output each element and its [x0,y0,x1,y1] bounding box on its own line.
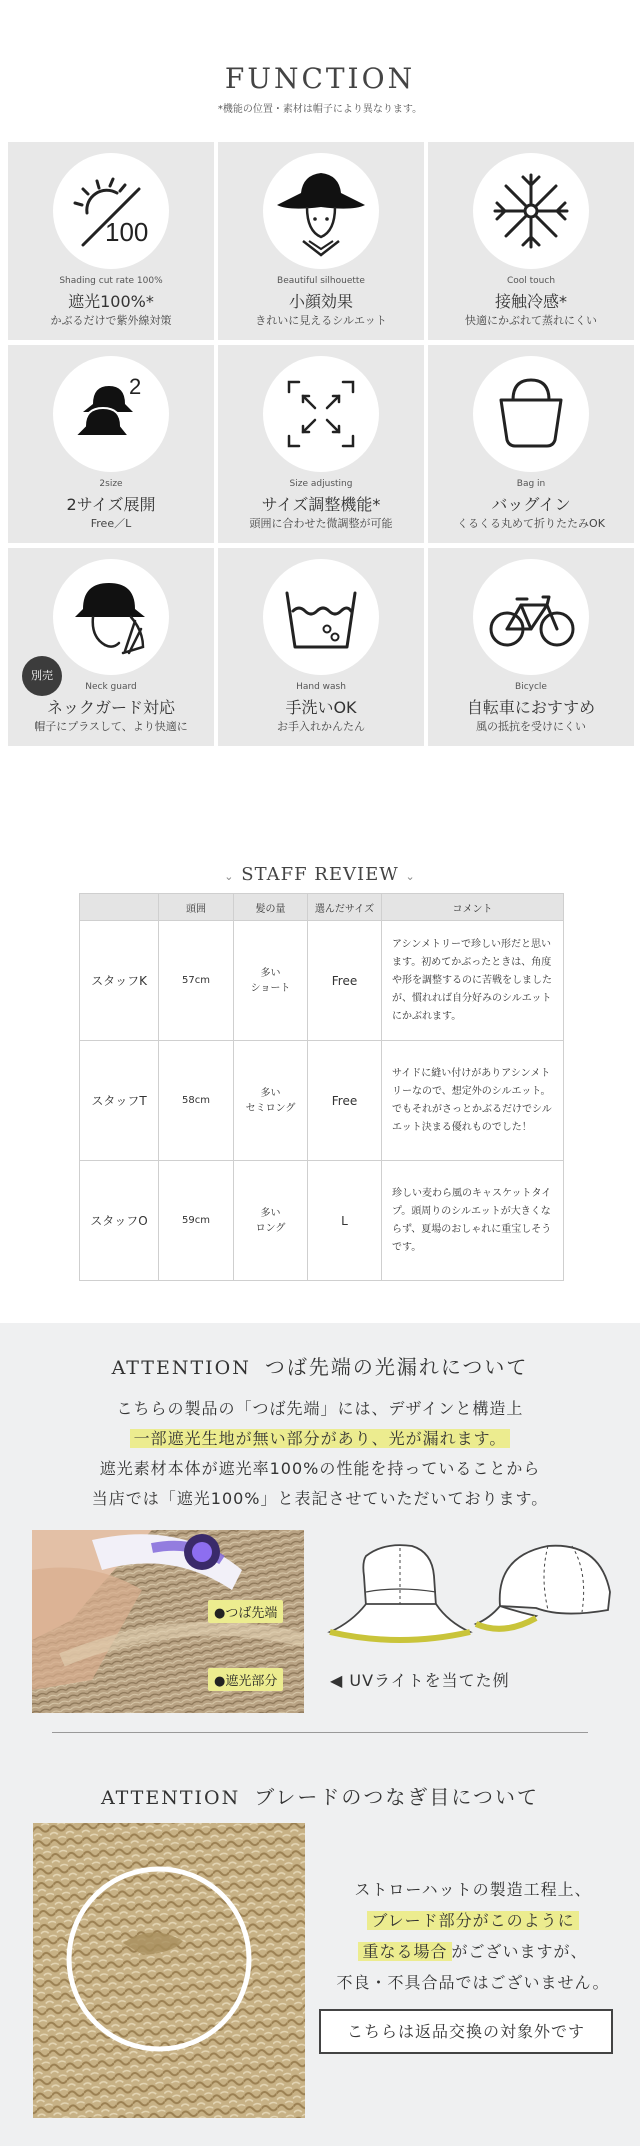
hand-wash-icon [263,559,379,675]
attention2-body [318,1874,628,1998]
staff-name: スタッフK [80,921,159,1041]
snowflake-icon [473,153,589,269]
function-grid [8,142,634,746]
attention1-highlight-line: 一部遮光生地が無い部分があり、光が漏れます。 [130,1429,511,1448]
feature-jp-label: 自転車におすすめ [466,698,596,717]
staff-review-title [0,864,640,885]
attention2-highlight-line: ブレード部分がこのように [367,1911,578,1930]
sun-100-icon [53,153,169,269]
feature-description: 快適にかぶれて蒸れにくい [465,314,597,327]
feature-en-label: Neck guard [85,682,137,692]
staff-comment: 珍しい麦わら風のキャスケットタイプ。頭周りのシルエットが大きくならず、夏場のおしゃれに重宝しそうです。 [382,1161,564,1281]
feature-description: Free／L [90,517,132,530]
staff-name: スタッフO [80,1161,159,1281]
chosen-size: Free [308,921,382,1041]
staff-review-heading: STAFF REVIEW [241,864,399,885]
table-row [80,1041,564,1161]
attention1-title [0,1351,640,1380]
svg-text:100: 100 [105,217,149,247]
feature-en-label: Beautiful silhouette [277,276,365,286]
uv-light-caption: ◀ UVライトを当てた例 [330,1671,510,1690]
bag-icon [473,356,589,472]
head-size: 59cm [159,1161,234,1281]
feature-description: くるくる丸めて折りたたみOK [457,517,605,530]
section-divider [52,1732,588,1733]
attention1-title-en: ATTENTION [111,1357,251,1379]
staff-name: スタッフT [80,1041,159,1161]
uv-light-photo [32,1530,304,1713]
column-header: 選んだサイズ [308,894,382,921]
attention1-title-jp: つば先端の光漏れについて [264,1355,529,1379]
table-row [80,921,564,1041]
hair-amount-text: 多い ショート [250,967,291,994]
shading-part-label: ●遮光部分 [208,1668,283,1691]
feature-en-label: Cool touch [506,276,556,286]
svg-text:2: 2 [129,374,142,399]
staff-comment: アシンメトリーで珍しい形だと思います。初めてかぶったときは、角度や形を調整するのに苦戦をしましたが、慣れれば自分好みのシルエットにかぶれます。 [382,921,564,1041]
feature-jp-label: 手洗いOK [285,698,357,717]
feature-jp-label: ネックガード対応 [46,698,175,717]
feature-jp-label: バッグイン [491,495,571,514]
feature-en-label: Shading cut rate 100% [59,276,163,286]
feature-description: 風の抵抗を受けにくい [476,720,586,733]
attention2-line-tail: がございますが、 [451,1942,588,1961]
hair-amount [234,921,308,1041]
column-header: 髪の量 [234,894,308,921]
feature-en-label: 2size [99,479,123,489]
sold-separately-badge: 別売 [22,656,62,696]
table-header-row [80,894,564,921]
function-subtitle: *機能の位置・素材は帽子により異なります。 [217,104,423,115]
column-header: コメント [382,894,564,921]
function-item-silhouette [218,142,424,340]
feature-en-label: Size adjusting [289,479,353,489]
chosen-size: Free [308,1041,382,1161]
face-silhouette-icon [263,153,379,269]
function-item-bicycle [428,548,634,746]
table-row [80,1161,564,1281]
feature-description: かぶるだけで紫外線対策 [50,314,172,327]
bucket-hat-diagram [330,1545,470,1640]
brim-tip-label: ●つば先端 [208,1600,283,1623]
attention1-line: 遮光素材本体が遮光率100%の性能を持っていることから [99,1459,541,1478]
attention2-line: ストローハットの製造工程上、 [354,1880,592,1899]
attention1-line: 当店では「遮光100%」と表記させていただいております。 [91,1489,549,1508]
chosen-size: L [308,1161,382,1281]
braid-seam-photo [33,1823,305,2118]
hair-amount [234,1161,308,1281]
feature-jp-label: 小顔効果 [288,292,353,311]
column-header: 頭囲 [159,894,234,921]
head-size: 57cm [159,921,234,1041]
size-adjust-icon [263,356,379,472]
attention1-body [0,1394,640,1514]
function-item-size-adjust [218,345,424,543]
attention2-title-jp: ブレードのつなぎ目について [254,1785,540,1809]
head-size: 58cm [159,1041,234,1161]
function-item-bag-in [428,345,634,543]
attention2-title-en: ATTENTION [100,1787,241,1809]
neck-guard-icon [53,559,169,675]
casquette-diagram [476,1546,610,1629]
column-header [80,894,159,921]
feature-en-label: Bicycle [515,682,547,692]
feature-description: きれいに見えるシルエット [255,314,387,327]
no-return-notice: こちらは返品交換の対象外です [319,2009,613,2054]
feature-jp-label: 遮光100%* [68,292,154,311]
hair-amount-text: 多い セミロング [245,1087,296,1114]
function-item-hand-wash [218,548,424,746]
two-hats-icon [53,356,169,472]
staff-comment: サイドに縫い付けがありアシンメトリーなので、想定外のシルエット。でもそれがさっとかぶるだけでシルエット決まる優れものでした！ [382,1041,564,1161]
chevron-down-icon: ⌄ [405,870,416,883]
function-item-cool-touch [428,142,634,340]
attention2-title [0,1781,640,1810]
hair-amount [234,1041,308,1161]
function-item-2size [8,345,214,543]
feature-description: お手入れかんたん [277,720,365,733]
bicycle-icon [473,559,589,675]
staff-review-table [79,893,564,1281]
feature-description: 帽子にプラスして、より快適に [34,720,188,733]
hat-diagrams [326,1536,616,1656]
feature-en-label: Bag in [516,479,546,489]
attention2-highlight-word: 重なる場合 [358,1942,451,1961]
attention1-line: こちらの製品の「つば先端」には、デザインと構造上 [116,1399,524,1418]
hair-amount-text: 多い ロング [255,1207,286,1234]
function-item-neck-guard [8,548,214,746]
function-item-shading [8,142,214,340]
feature-description: 頭囲に合わせた微調整が可能 [249,517,393,530]
attention2-line: 不良・不具合品ではございません。 [336,1973,610,1992]
feature-en-label: Hand wash [296,682,346,692]
feature-jp-label: 接触冷感* [494,292,567,311]
feature-jp-label: サイズ調整機能* [261,495,381,514]
feature-jp-label: 2サイズ展開 [66,495,156,514]
function-title: FUNCTION [224,62,416,95]
chevron-down-icon: ⌄ [224,870,235,883]
